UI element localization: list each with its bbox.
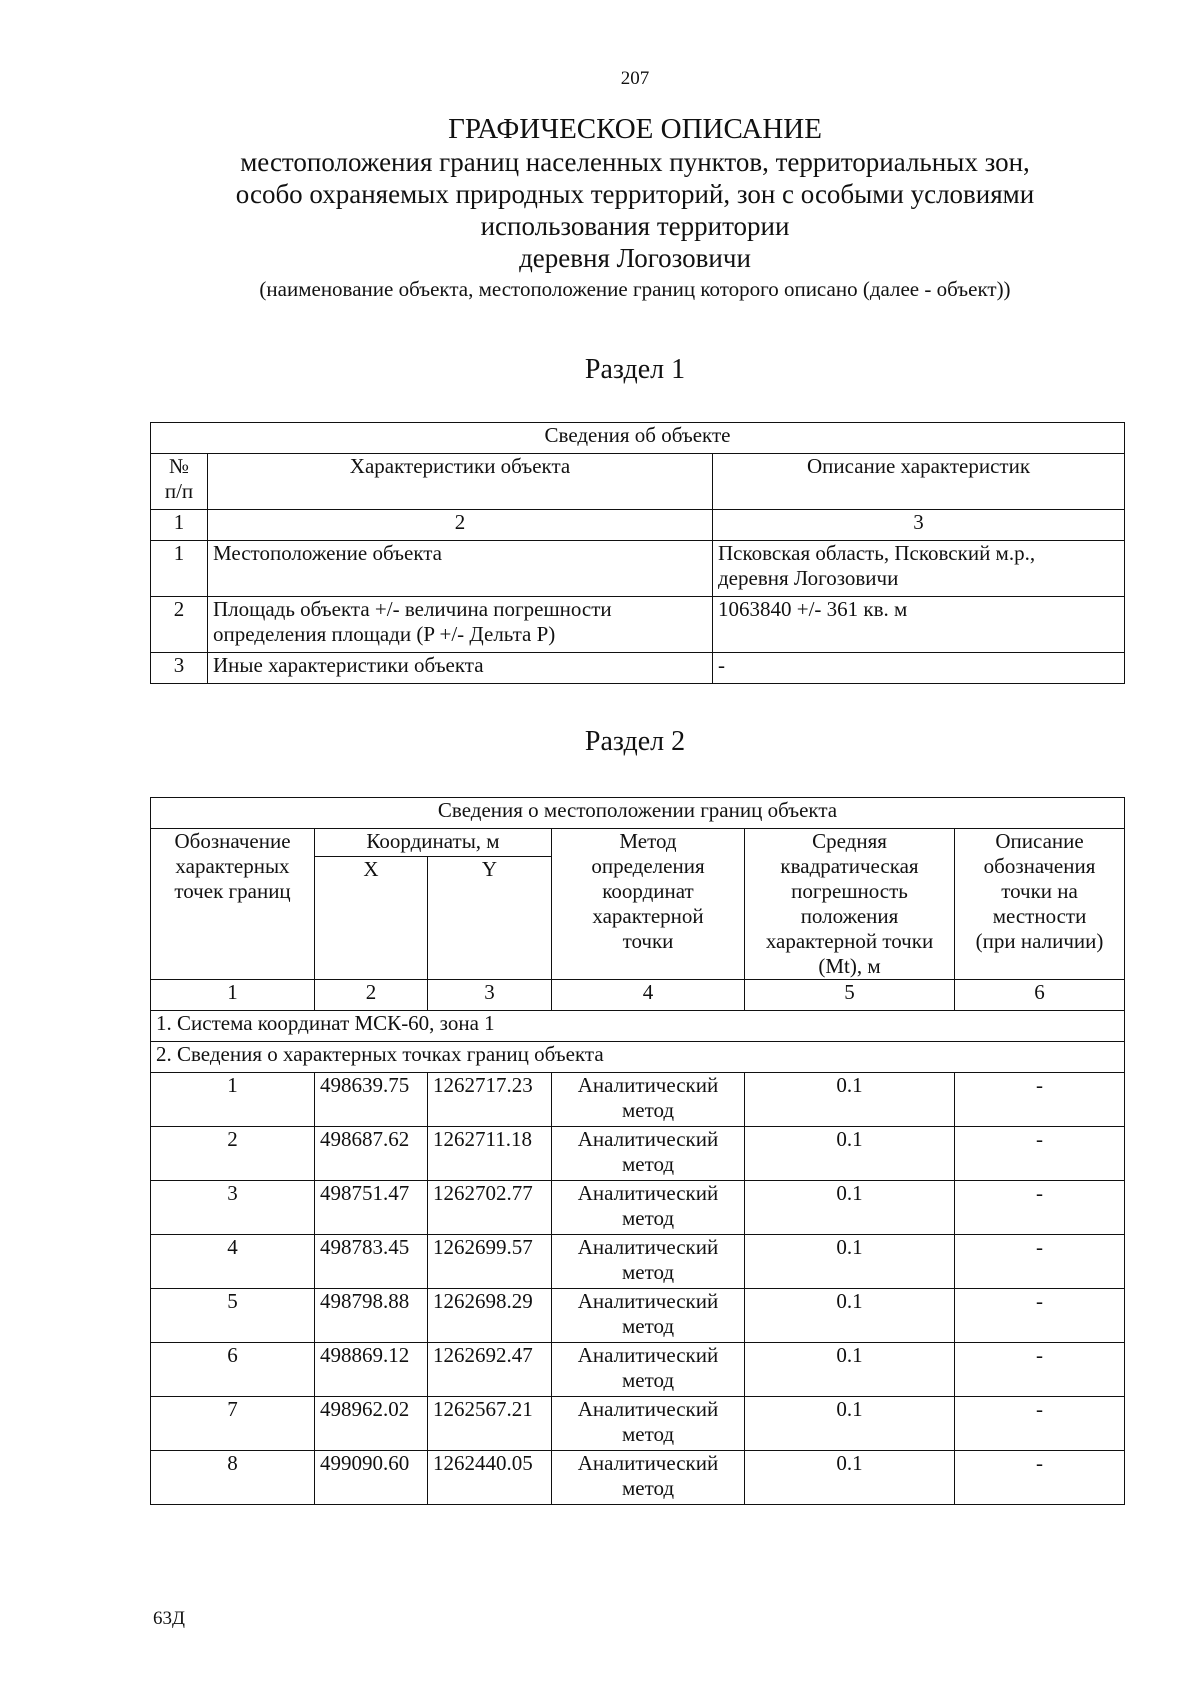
mt-error: 0.1 <box>745 1127 955 1181</box>
method-header: Метод определения координат характерной точки <box>552 829 745 980</box>
column-number-row <box>151 510 1125 541</box>
table-row <box>151 653 1125 684</box>
method: Аналитический метод <box>552 1235 745 1289</box>
object-info-table <box>150 422 1125 684</box>
column-number: 2 <box>315 980 428 1011</box>
point-description: - <box>955 1181 1125 1235</box>
table-row <box>151 1451 1125 1505</box>
characteristic-value: 1063840 +/- 361 кв. м <box>713 597 1125 653</box>
point-description: - <box>955 1289 1125 1343</box>
table-row <box>151 1397 1125 1451</box>
method: Аналитический метод <box>552 1397 745 1451</box>
point-description: - <box>955 1235 1125 1289</box>
point-description: - <box>955 1343 1125 1397</box>
coordinate-x: 498962.02 <box>315 1397 428 1451</box>
method: Аналитический метод <box>552 1181 745 1235</box>
table-row <box>151 1343 1125 1397</box>
point-description: - <box>955 1073 1125 1127</box>
description-header: Описание обозначения точки на местности (при наличии) <box>955 829 1125 980</box>
coordinate-y: 1262692.47 <box>428 1343 552 1397</box>
mt-error: 0.1 <box>745 1235 955 1289</box>
point-description: - <box>955 1397 1125 1451</box>
method: Аналитический метод <box>552 1127 745 1181</box>
object-name: деревня Логозовичи <box>519 243 751 273</box>
row-number: 3 <box>151 653 208 684</box>
table-row <box>151 597 1125 653</box>
table-caption-row <box>151 423 1125 454</box>
point-header: Обозначение характерных точек границ <box>151 829 315 980</box>
table-header-row <box>151 829 1125 857</box>
coordinate-x: 498798.88 <box>315 1289 428 1343</box>
num-header: № п/п <box>151 454 208 510</box>
coordinate-system-row <box>151 1011 1125 1042</box>
point-description: - <box>955 1451 1125 1505</box>
point-description: - <box>955 1127 1125 1181</box>
method: Аналитический метод <box>552 1451 745 1505</box>
section2-title: Раздел 2 <box>584 726 686 757</box>
page-number: 207 <box>620 68 650 89</box>
footer-code: 63Д <box>153 1608 185 1629</box>
section1-title: Раздел 1 <box>584 354 686 385</box>
error-header: Средняя квадратическая погрешность положения характерной точки (Mt), м <box>745 829 955 980</box>
mt-error: 0.1 <box>745 1289 955 1343</box>
mt-error: 0.1 <box>745 1073 955 1127</box>
column-number: 2 <box>208 510 713 541</box>
point-number: 2 <box>151 1127 315 1181</box>
method: Аналитический метод <box>552 1343 745 1397</box>
coordinate-x: 499090.60 <box>315 1451 428 1505</box>
coordinate-y: 1262698.29 <box>428 1289 552 1343</box>
point-number: 6 <box>151 1343 315 1397</box>
mt-error: 0.1 <box>745 1343 955 1397</box>
table-caption: Сведения об объекте <box>151 423 1125 454</box>
x-header: X <box>315 856 428 979</box>
points-caption-row <box>151 1042 1125 1073</box>
mt-error: 0.1 <box>745 1181 955 1235</box>
coordinate-x: 498783.45 <box>315 1235 428 1289</box>
coordinate-y: 1262567.21 <box>428 1397 552 1451</box>
characteristic-name: Иные характеристики объекта <box>208 653 713 684</box>
column-number: 1 <box>151 980 315 1011</box>
column-number: 3 <box>428 980 552 1011</box>
column-number: 3 <box>713 510 1125 541</box>
coordinate-y: 1262702.77 <box>428 1181 552 1235</box>
column-number: 4 <box>552 980 745 1011</box>
boundary-points-table <box>150 797 1125 1505</box>
coordinate-y: 1262711.18 <box>428 1127 552 1181</box>
coordinate-x: 498639.75 <box>315 1073 428 1127</box>
point-number: 4 <box>151 1235 315 1289</box>
table-row <box>151 1181 1125 1235</box>
row-number: 1 <box>151 541 208 597</box>
coords-header: Координаты, м <box>315 829 552 857</box>
characteristic-name: Площадь объекта +/- величина погрешности определения площади (P +/- Дельта P) <box>208 597 713 653</box>
table-caption-row <box>151 798 1125 829</box>
coordinate-x: 498869.12 <box>315 1343 428 1397</box>
column-number: 5 <box>745 980 955 1011</box>
method: Аналитический метод <box>552 1289 745 1343</box>
table-caption: Сведения о местоположении границ объекта <box>151 798 1125 829</box>
table-row <box>151 541 1125 597</box>
mt-error: 0.1 <box>745 1397 955 1451</box>
table-row <box>151 1127 1125 1181</box>
subtitle-line-3: использования территории <box>480 211 790 241</box>
table-row <box>151 1289 1125 1343</box>
points-caption: 2. Сведения о характерных точках границ объекта <box>151 1042 1125 1073</box>
subtitle-line-1: местоположения границ населенных пунктов, территориальных зон, <box>240 147 1030 177</box>
point-number: 8 <box>151 1451 315 1505</box>
table-row <box>151 1073 1125 1127</box>
characteristic-value: Псковская область, Псковский м.р., деревня Логозовичи <box>713 541 1125 597</box>
point-number: 7 <box>151 1397 315 1451</box>
coordinate-x: 498751.47 <box>315 1181 428 1235</box>
characteristic-value: - <box>713 653 1125 684</box>
coordinate-x: 498687.62 <box>315 1127 428 1181</box>
description-header: Описание характеристик <box>713 454 1125 510</box>
coordinate-y: 1262717.23 <box>428 1073 552 1127</box>
column-number: 6 <box>955 980 1125 1011</box>
row-number: 2 <box>151 597 208 653</box>
object-note: (наименование объекта, местоположение границ которого описано (далее - объект)) <box>259 277 1011 301</box>
document-title: ГРАФИЧЕСКОЕ ОПИСАНИЕ <box>448 113 822 145</box>
document-header <box>0 112 1200 302</box>
characteristic-name: Местоположение объекта <box>208 541 713 597</box>
mt-error: 0.1 <box>745 1451 955 1505</box>
coordinate-y: 1262440.05 <box>428 1451 552 1505</box>
point-number: 5 <box>151 1289 315 1343</box>
column-number-row <box>151 980 1125 1011</box>
table-header-row <box>151 454 1125 510</box>
coordinate-system: 1. Система координат МСК-60, зона 1 <box>151 1011 1125 1042</box>
column-number: 1 <box>151 510 208 541</box>
coordinate-y: 1262699.57 <box>428 1235 552 1289</box>
table-row <box>151 1235 1125 1289</box>
y-header: Y <box>428 856 552 979</box>
point-number: 3 <box>151 1181 315 1235</box>
method: Аналитический метод <box>552 1073 745 1127</box>
subtitle-line-2: особо охраняемых природных территорий, зон с особыми условиями <box>235 179 1035 209</box>
point-number: 1 <box>151 1073 315 1127</box>
characteristic-header: Характеристики объекта <box>208 454 713 510</box>
